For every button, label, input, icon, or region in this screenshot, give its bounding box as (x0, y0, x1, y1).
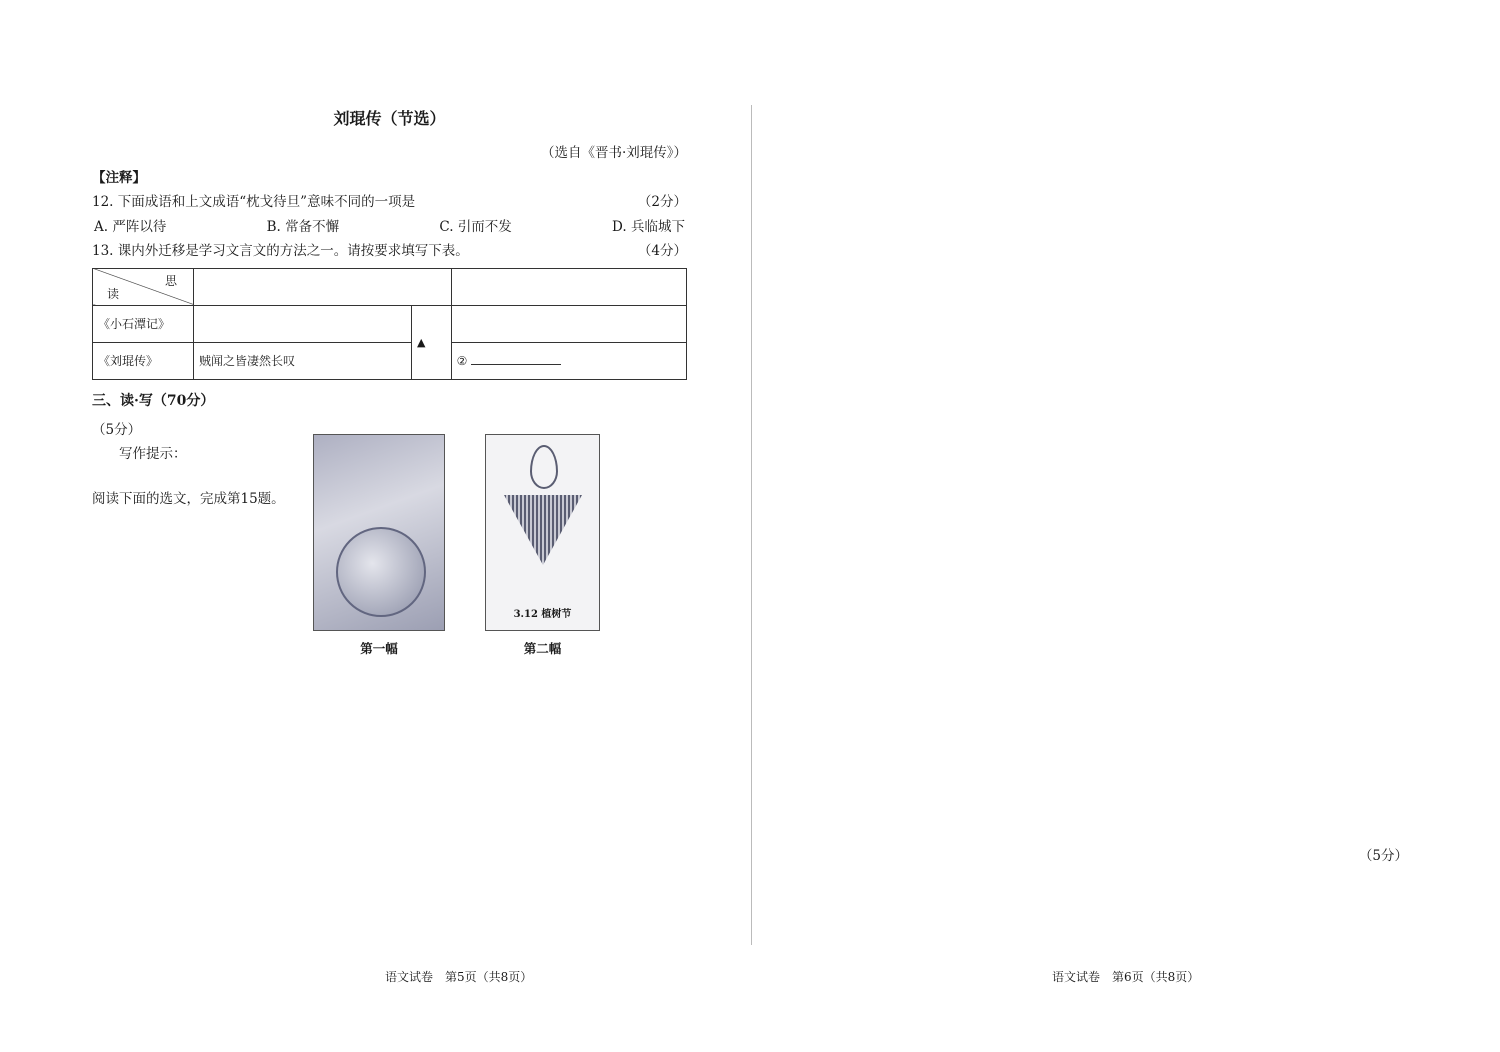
answer-blank[interactable] (471, 364, 561, 365)
table-row1-comment (451, 305, 686, 342)
q12-marks: （2分） (637, 194, 687, 210)
poster-2-label: 第二幅 (523, 641, 562, 656)
poster-pair (313, 434, 600, 657)
q13-marks: （4分） (637, 243, 687, 259)
poster-1[interactable] (313, 434, 445, 657)
tree-ring-heart-icon (504, 495, 582, 565)
globe-icon (336, 527, 426, 617)
q12-option-a: A. 严阵以待 (94, 218, 167, 235)
q14-marks: （5分） (92, 421, 142, 438)
question-13 (92, 239, 687, 264)
table-corner: 思 读 (93, 268, 194, 305)
q12-options (92, 215, 687, 240)
question-12 (92, 190, 687, 215)
notes-tag: 【注释】 (92, 169, 146, 186)
q14-tip-label: 写作提示： (119, 446, 187, 462)
table-row2-title: 《刘琨传》 (93, 342, 194, 379)
q12-option-c: C. 引而不发 (439, 218, 512, 235)
question-15 (813, 844, 1408, 869)
right-page (813, 100, 1408, 869)
seedling-icon (530, 445, 558, 489)
q15-intro: 阅读下面的选文，完成第15题。 (92, 490, 285, 507)
q13-table (92, 268, 687, 380)
passage-title: 刘琨传（节选） (333, 109, 446, 128)
passage-source: （选自《晋书·刘琨传》） (540, 145, 687, 161)
table-head-middle (194, 268, 452, 305)
poster-1-label: 第一幅 (360, 641, 398, 656)
poster-1-image (313, 434, 445, 631)
footer-page-5: 语文试卷 第5页（共8页） (385, 970, 533, 984)
footer-page-6: 语文试卷 第6页（共8页） (1052, 970, 1200, 984)
poster-2-caption: 3.12 植树节 (513, 609, 572, 620)
q15-marks: （5分） (1358, 848, 1408, 864)
table-row1-title: 《小石潭记》 (93, 305, 194, 342)
table-answer-cell-2: ② (451, 342, 686, 379)
poster-2[interactable] (485, 434, 600, 657)
poster-2-image (485, 434, 600, 631)
table-answer-cell-1: ▲ (411, 305, 451, 379)
section-3-heading: 三、读·写（70分） (92, 392, 215, 409)
table-row2-phrase: 贼闻之皆凄然长叹 (194, 342, 412, 379)
table-head-right (451, 268, 686, 305)
q12-option-d: D. 兵临城下 (612, 218, 685, 235)
q13-stem: 13. 课内外迁移是学习文言文的方法之一。请按要求填写下表。 (92, 243, 469, 259)
table-row1-phrase (194, 305, 412, 342)
q12-stem: 12. 下面成语和上文成语“枕戈待旦”意味不同的一项是 (92, 194, 416, 210)
page-divider (751, 105, 752, 945)
q12-option-b: B. 常备不懈 (266, 218, 340, 235)
